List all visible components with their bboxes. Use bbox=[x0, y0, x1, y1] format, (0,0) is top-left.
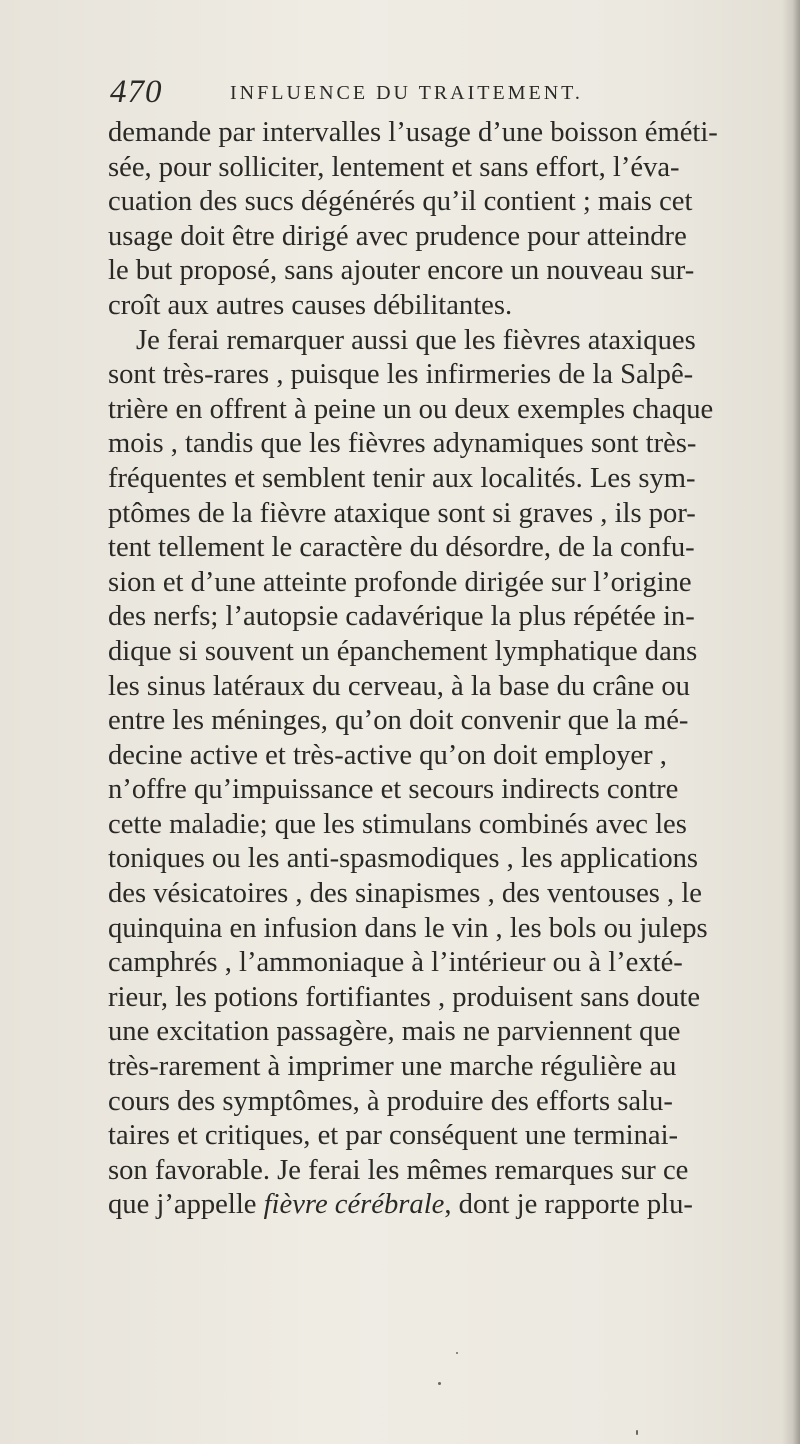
paragraph-start-line: Je ferai remarquer aussi que les fièvres ataxiques bbox=[136, 324, 696, 356]
text-line: tent tellement le caractère du désordre, de la confu- bbox=[108, 532, 695, 564]
paper-speck bbox=[438, 1382, 441, 1385]
text-line: sont très-rares , puisque les infirmeries de la Salpê- bbox=[108, 359, 694, 391]
text-line: demande par intervalles l’usage d’une boisson éméti- bbox=[108, 117, 718, 148]
text-line: taires et critiques, et par conséquent une terminai- bbox=[108, 1120, 679, 1152]
text-line: rieur, les potions fortifiantes , produisent sans doute bbox=[108, 981, 701, 1013]
text-line: des nerfs; l’autopsie cadavérique la plus répétée in- bbox=[108, 601, 695, 633]
body-text bbox=[108, 116, 768, 1223]
text-line: très-rarement à imprimer une marche régulière au bbox=[108, 1051, 677, 1083]
text-line: n’offre qu’impuissance et secours indirects contre bbox=[108, 774, 679, 806]
text-line: le but proposé, sans ajouter encore un nouveau sur- bbox=[108, 255, 695, 287]
text-line: ptômes de la fièvre ataxique sont si graves , ils por- bbox=[108, 497, 696, 529]
text-line: cette maladie; que les stimulans combinés avec les bbox=[108, 808, 687, 840]
text-line: cours des symptômes, à produire des efforts salu- bbox=[108, 1085, 673, 1117]
text-line: des vésicatoires , des sinapismes , des ventouses , le bbox=[108, 878, 702, 910]
text-line: entre les méninges, qu’on doit convenir que la mé- bbox=[108, 705, 689, 737]
text-line: sion et d’une atteinte profonde dirigée sur l’origine bbox=[108, 566, 692, 598]
text-line: usage doit être dirigé avec prudence pour atteindre bbox=[108, 220, 687, 252]
text-line: dique si souvent un épanchement lymphatique dans bbox=[108, 635, 698, 667]
text-line: son favorable. Je ferai les mêmes remarques sur ce bbox=[108, 1154, 689, 1186]
text-line: camphrés , l’ammoniaque à l’intérieur ou à l’exté- bbox=[108, 947, 683, 979]
running-title: INFLUENCE DU TRAITEMENT. bbox=[230, 82, 583, 104]
text-line: quinquina en infusion dans le vin , les bols ou juleps bbox=[108, 912, 708, 944]
text-line: croît aux autres causes débilitantes. bbox=[108, 289, 513, 321]
text-segment: , dont je rapporte plu- bbox=[444, 1189, 693, 1221]
text-line: cuation des sucs dégénérés qu’il contient ; mais cet bbox=[108, 186, 693, 218]
text-segment: que j’appelle bbox=[108, 1189, 264, 1221]
text-line: toniques ou les anti-spasmodiques , les applications bbox=[108, 843, 699, 875]
paper-speck bbox=[456, 1352, 458, 1354]
text-line: fréquentes et semblent tenir aux localités. Les sym- bbox=[108, 462, 696, 494]
emphasized-term: fièvre cérébrale bbox=[263, 1189, 445, 1221]
text-line: une excitation passagère, mais ne parviennent que bbox=[108, 1016, 681, 1048]
page-number: 470 bbox=[110, 74, 163, 110]
running-head bbox=[110, 74, 710, 114]
text-line-with-emphasis bbox=[108, 1188, 768, 1223]
text-line: mois , tandis que les fièvres adynamiques sont très- bbox=[108, 428, 697, 460]
text-line: les sinus latéraux du cerveau, à la base du crâne ou bbox=[108, 670, 690, 702]
text-line: trière en offrent à peine un ou deux exemples chaque bbox=[108, 393, 714, 425]
text-line: sée, pour solliciter, lentement et sans effort, l’éva- bbox=[108, 151, 680, 183]
text-line: decine active et très-active qu’on doit employer , bbox=[108, 739, 667, 771]
paper-speck bbox=[636, 1430, 638, 1435]
page-gutter-shadow bbox=[782, 0, 800, 1444]
